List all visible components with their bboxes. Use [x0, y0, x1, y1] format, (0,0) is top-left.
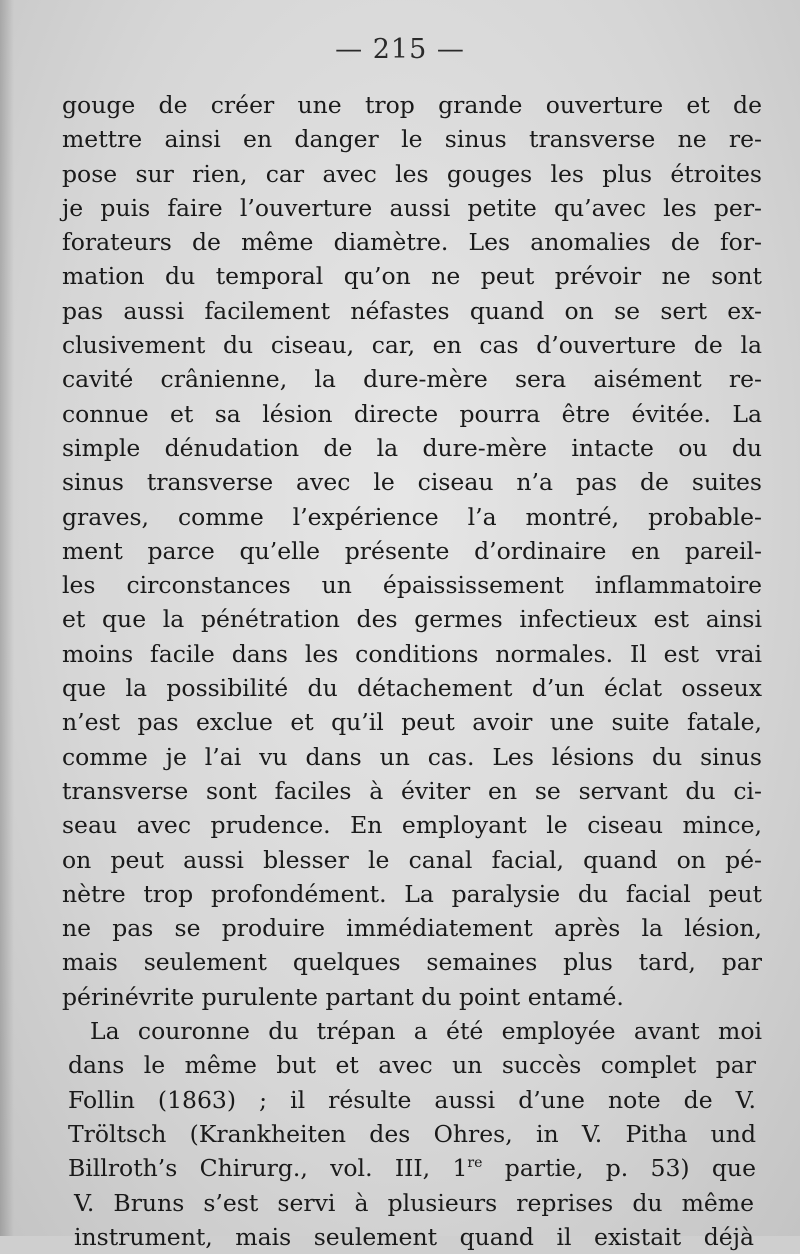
text-line: je puis faire l’ouverture aussi petite qu’avec les per-: [62, 193, 762, 222]
body-text: [62, 88, 762, 1254]
text-line: seau avec prudence. En employant le ciseau mince,: [62, 811, 762, 840]
text-line-with-superscript: [68, 1151, 756, 1185]
text-line: simple dénudation de la dure-mère intacte ou du: [62, 433, 762, 462]
text-line: Follin (1863) ; il résulte aussi d’une note de V.: [68, 1085, 756, 1114]
page-number: — 215 —: [335, 34, 465, 65]
text-line: mation du temporal qu’on ne peut prévoir ne sont: [62, 262, 762, 291]
text-segment: partie, p. 53) que: [482, 1154, 756, 1183]
page-edge-shadow: [0, 0, 14, 1236]
text-line: comme je l’ai vu dans un cas. Les lésions du sinus: [62, 742, 762, 771]
text-line: mettre ainsi en danger le sinus transverse ne re-: [62, 125, 762, 154]
superscript: re: [467, 1155, 483, 1172]
text-line: cavité crânienne, la dure-mère sera aisément re-: [62, 365, 762, 394]
text-segment: Billroth’s Chirurg., vol. III, 1: [68, 1154, 468, 1183]
text-line: pose sur rien, car avec les gouges les plus étroites: [62, 159, 762, 188]
text-line: Tröltsch (Krankheiten des Ohres, in V. Pitha und: [68, 1119, 756, 1148]
text-line: et que la pénétration des germes infectieux est ainsi: [62, 605, 762, 634]
text-line: graves, comme l’expérience l’a montré, probable-: [62, 502, 762, 531]
text-line: on peut aussi blesser le canal facial, quand on pé-: [62, 845, 762, 874]
text-line: transverse sont faciles à éviter en se servant du ci-: [62, 776, 762, 805]
text-line: gouge de créer une trop grande ouverture et de: [62, 91, 762, 119]
text-line: que la possibilité du détachement d’un éclat osseux: [62, 674, 762, 703]
paragraph-start-line: La couronne du trépan a été employée avant moi: [90, 1017, 762, 1046]
text-line: sinus transverse avec le ciseau n’a pas de suites: [62, 468, 762, 497]
text-line: les circonstances un épaississement inflammatoire: [62, 571, 762, 600]
text-line: moins facile dans les conditions normales. Il est vrai: [62, 639, 762, 668]
text-line: ment parce qu’elle présente d’ordinaire en pareil-: [62, 536, 762, 565]
text-line: forateurs de même diamètre. Les anomalies de for-: [62, 228, 762, 257]
text-line: V. Bruns s’est servi à plusieurs reprises du même: [74, 1188, 754, 1217]
paragraph-end-line: périnévrite purulente partant du point entamé.: [62, 982, 624, 1011]
text-line: connue et sa lésion directe pourra être évitée. La: [62, 399, 762, 428]
text-line: clusivement du ciseau, car, en cas d’ouverture de la: [62, 331, 762, 360]
text-line: instrument, mais seulement quand il existait déjà: [74, 1222, 754, 1251]
text-line: ne pas se produire immédiatement après la lésion,: [62, 914, 762, 943]
text-line: mais seulement quelques semaines plus tard, par: [62, 948, 762, 977]
text-line: nètre trop profondément. La paralysie du facial peut: [62, 879, 762, 908]
text-line: dans le même but et avec un succès complet par: [68, 1051, 756, 1080]
text-line: pas aussi facilement néfastes quand on se sert ex-: [62, 296, 762, 325]
text-line: n’est pas exclue et qu’il peut avoir une suite fatale,: [62, 708, 762, 737]
